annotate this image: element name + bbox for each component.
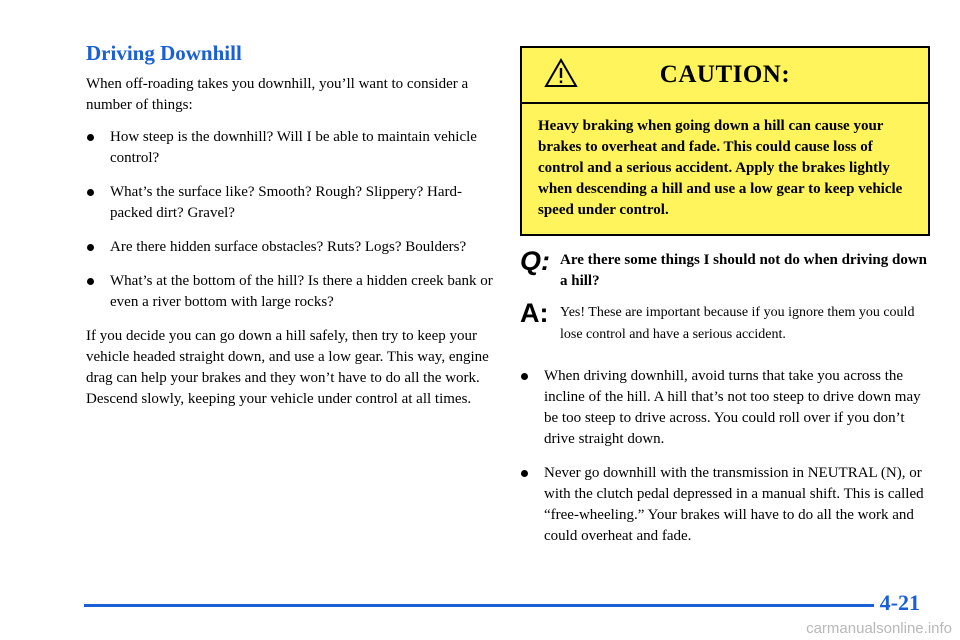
- list-item: [86, 271, 496, 313]
- intro-paragraph: When off-roading takes you downhill, you’ll want to consider a number of things:: [86, 76, 469, 113]
- list-item-text: What’s the surface like? Smooth? Rough? Slippery? Hard-packed dirt? Gravel?: [110, 184, 462, 221]
- caution-header: [522, 48, 928, 104]
- list-item: [520, 366, 930, 450]
- list-item-text: Are there hidden surface obstacles? Ruts? Logs? Boulders?: [110, 239, 467, 255]
- list-item: [86, 127, 496, 169]
- list-item-text: When driving downhill, avoid turns that take you across the incline of the hill. A hill that’s not too steep to drive down may be too steep to drive across. You could roll over if you don’t drive straight down.: [544, 368, 921, 447]
- bullet-icon: [521, 470, 528, 477]
- bullet-icon: [87, 278, 94, 285]
- body-paragraph: If you decide you can go down a hill safely, then try to keep your vehicle headed straight down, and use a low gear. This way, engine drag can help your brakes and they won’t have to do all the work. Descend slowly, keeping your vehicle under control at all times.: [86, 328, 489, 407]
- question-block: [520, 246, 930, 292]
- considerations-list: [86, 127, 496, 313]
- bullet-icon: [521, 373, 528, 380]
- list-item: [86, 182, 496, 224]
- page-number: 4-21: [879, 590, 920, 615]
- left-column: [86, 40, 496, 421]
- caution-box: [520, 46, 930, 236]
- bullet-icon: [87, 244, 94, 251]
- warning-triangle-icon: [544, 58, 578, 88]
- list-item-text: How steep is the downhill? Will I be able to maintain vehicle control?: [110, 129, 477, 166]
- list-item: [520, 463, 930, 547]
- list-item-text: What’s at the bottom of the hill? Is there a hidden creek bank or even a river bottom with large rocks?: [110, 273, 493, 310]
- section-heading: Driving Downhill: [86, 41, 242, 65]
- footer-rule: [84, 604, 874, 607]
- right-column: [520, 46, 930, 560]
- caution-body: Heavy braking when going down a hill can cause your brakes to overheat and fade. This could cause loss of control and a serious accident. Apply the brakes lightly when descending a hill and use a low gear to keep vehicle speed under control.: [522, 104, 928, 234]
- caution-title: CAUTION:: [659, 61, 791, 88]
- watermark: carmanualsonline.info: [806, 620, 952, 637]
- answer-block: [520, 298, 930, 346]
- question-label: Q:: [520, 246, 550, 276]
- question-text: Are there some things I should not do when driving down a hill?: [560, 252, 928, 289]
- bullet-icon: [87, 134, 94, 141]
- list-item-text: Never go downhill with the transmission in NEUTRAL (N), or with the clutch pedal depressed in a manual shift. This is called “free-wheeling.” Your brakes will have to do all the work and could overheat and fade.: [544, 465, 924, 544]
- answer-text: Yes! These are important because if you ignore them you could lose control and have a serious accident.: [560, 305, 915, 342]
- list-item: [86, 237, 496, 258]
- downhill-tips-list: [520, 366, 930, 547]
- answer-label: A:: [520, 298, 549, 328]
- bullet-icon: [87, 189, 94, 196]
